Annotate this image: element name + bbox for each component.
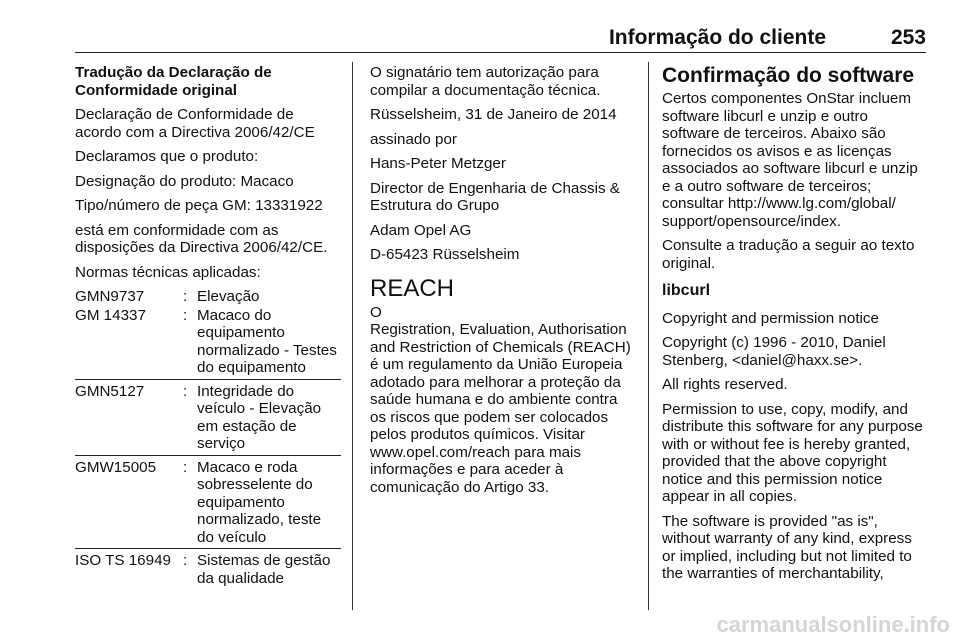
norm-row: GMW15005 : Macaco e roda sobresselente do equipamento normalizado, teste do veículo (75, 459, 341, 547)
signature-paragraph: assinado por (370, 130, 457, 148)
column-divider-2 (648, 62, 649, 610)
software-paragraph: Consulte a tradução a seguir ao texto original. (662, 237, 915, 272)
libcurl-paragraph: Copyright and permission notice (662, 309, 879, 327)
norm-description: Integridade do veículo - Elevação em estação de serviço (197, 382, 322, 452)
signature-paragraph: Rüsselsheim, 31 de Janeiro de 2014 (370, 106, 617, 123)
declaration-paragraph: Declaração de Conformidade de acordo com a Directiva 2006/42/CE (75, 106, 315, 141)
norm-code: ISO TS 16949 (75, 552, 171, 569)
norm-code: GMW15005 (75, 458, 157, 476)
norm-row: ISO TS 16949 : Sistemas de gestão da qualidade (75, 552, 341, 587)
norm-description: Macaco e roda sobresselente do equipamento normalizado, teste do veículo (197, 458, 322, 546)
reach-heading: REACH (370, 274, 455, 302)
libcurl-paragraph: Permission to use, copy, modify, and distribute this software for any purpose with or without fee is hereby granted, provided that the above copyright notice and this permission notice appear in all copies. (662, 400, 923, 505)
signature-paragraph: Hans-Peter Metzger (370, 155, 506, 172)
column-signature-reach (370, 64, 635, 503)
software-paragraph: Certos componentes OnStar incluem software libcurl e unzip e outro software de terceiros. Abaixo são fornecidos os avisos e as licenças associados ao software libcurl e unzip e a outro software de terceiros; consultar http://www.lg.com/global/ support/opensource/index. (662, 90, 918, 230)
signature-paragraph: Adam Opel AG (370, 221, 472, 239)
norm-description: Macaco do equipamento normalizado - Testes do equipamento (197, 306, 337, 376)
declaration-heading: Tradução da Declaração de Conformidade original (75, 64, 272, 99)
declaration-paragraph: Tipo/número de peça GM: 13331922 (75, 197, 323, 214)
declaration-paragraph: está em conformidade com as disposições da Directiva 2006/42/CE. (75, 221, 328, 256)
software-heading: Confirmação do software (662, 64, 915, 87)
libcurl-heading: libcurl (662, 282, 711, 299)
declaration-paragraph: Declaramos que o produto: (75, 148, 259, 165)
norm-code: GMN9737 (75, 288, 145, 305)
page-header (75, 22, 926, 53)
norm-row: GMN9737 : Elevação (75, 288, 341, 306)
declaration-paragraph: Designação do produto: Macaco (75, 172, 294, 190)
norm-row: GMN5127 : Integridade do veículo - Elevação em estação de serviço (75, 383, 341, 453)
norm-row: GM 14337 : Macaco do equipamento normalizado - Testes do equipamento (75, 307, 341, 377)
norm-description: Elevação (197, 288, 260, 305)
reach-body: Registration, Evaluation, Authorisation and Restriction of Chemicals (REACH) é um regulamento da União Europeia adotado para melhorar a proteção da saúde humana e do ambiente contra os riscos que podem ser colocados pelos produtos químicos. Visitar www.opel.com/reach para mais informações e para aceder à comunicação do Artigo 33. (370, 321, 631, 496)
signature-paragraph: Director de Engenharia de Chassis & Estrutura do Grupo (370, 179, 620, 214)
declaration-paragraph: Normas técnicas aplicadas: (75, 263, 261, 281)
norm-divider (75, 379, 341, 380)
header-title: Informação do cliente (608, 26, 826, 49)
norm-divider (75, 455, 341, 456)
column-divider-1 (352, 62, 353, 610)
column-declaration (75, 64, 341, 587)
norm-description: Sistemas de gestão da qualidade (197, 552, 331, 587)
libcurl-paragraph: All rights reserved. (662, 376, 788, 393)
norm-divider (75, 548, 341, 549)
norm-code: GM 14337 (75, 306, 146, 324)
signature-paragraph: D-65423 Rüsselsheim (370, 246, 520, 263)
libcurl-paragraph: Copyright (c) 1996 - 2010, Daniel Stenberg, <daniel@haxx.se>. (662, 334, 886, 369)
norm-code: GMN5127 (75, 382, 145, 400)
column-software (662, 64, 928, 590)
norms-table (75, 288, 341, 587)
watermark: carmanualsonline.info (716, 612, 950, 637)
page-number: 253 (890, 26, 926, 49)
libcurl-paragraph: The software is provided "as is", without warranty of any kind, express or implied, including but not limited to the warranties of merchantability, (662, 512, 912, 582)
signature-paragraph: O signatário tem autorização para compilar a documentação técnica. (370, 64, 601, 99)
reach-letter: O (370, 303, 382, 321)
